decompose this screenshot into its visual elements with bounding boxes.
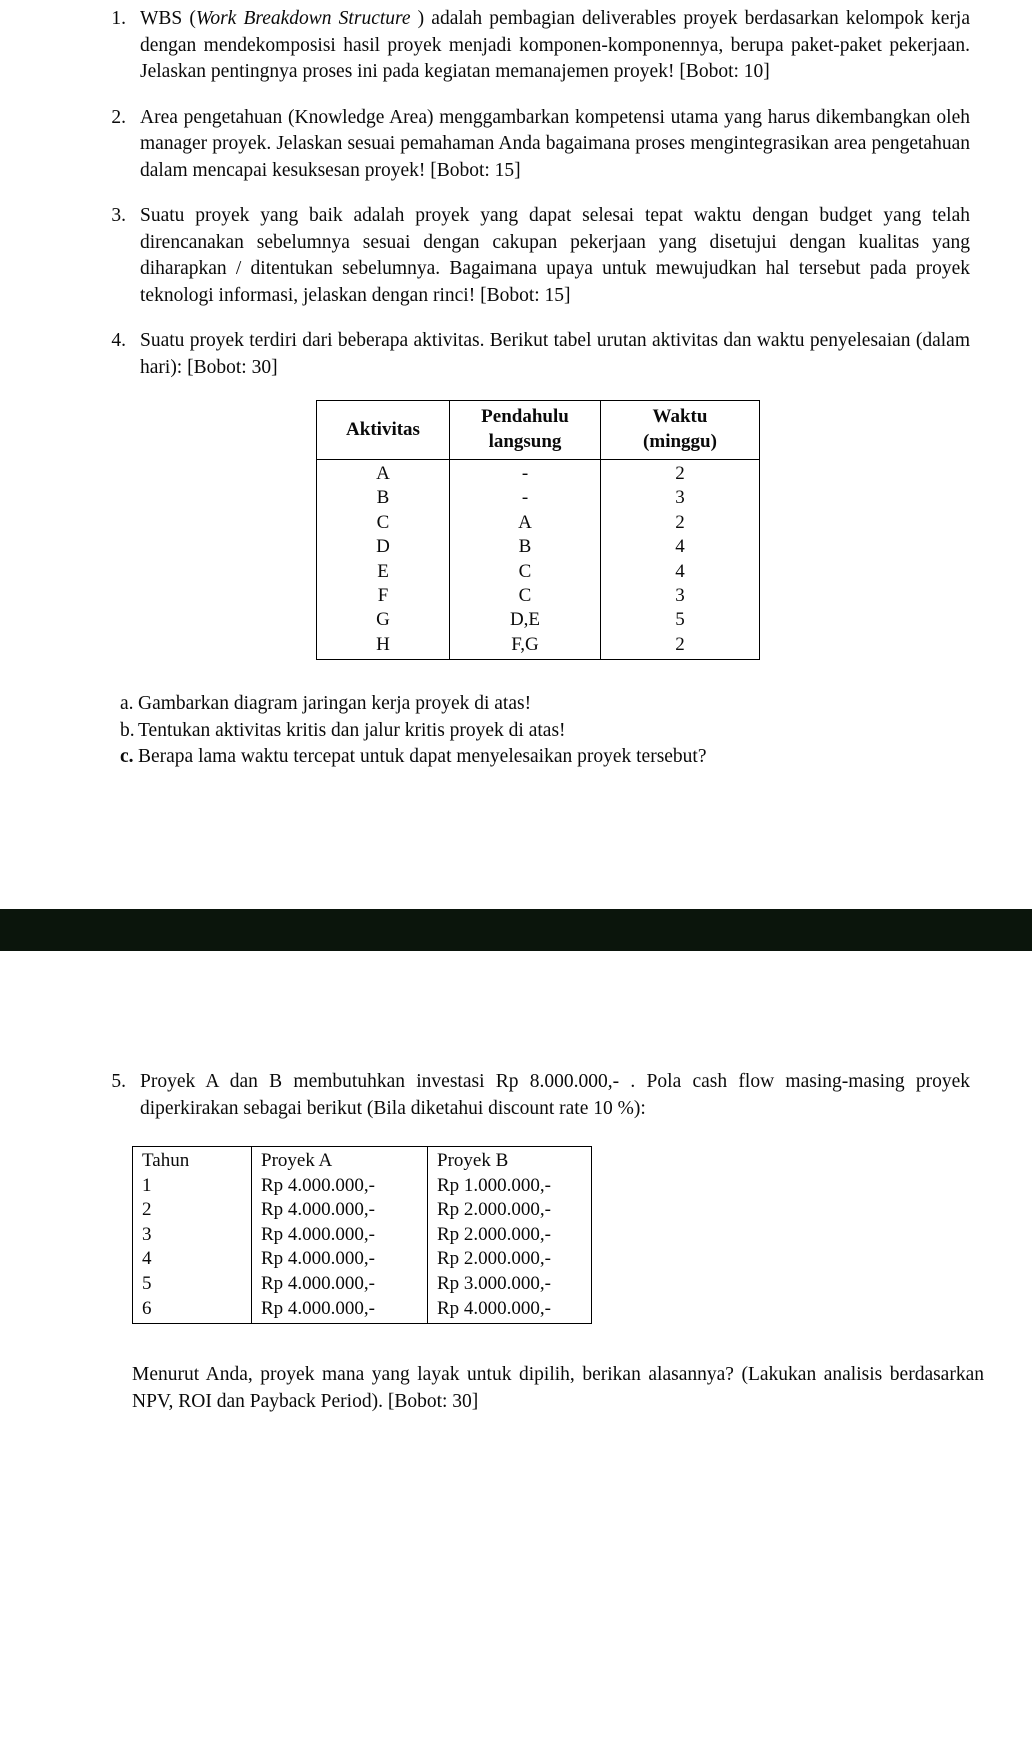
closing-paragraph: Menurut Anda, proyek mana yang layak untuk dipilih, berikan alasannya? (Lakukan analisis berdasarkan NPV, ROI dan Payback Period). [Bobot: 30]: [132, 1364, 984, 1412]
subquestion-letter: c.: [120, 746, 134, 768]
cell-year: 4: [133, 1247, 252, 1272]
activity-table-head: [317, 401, 760, 460]
cell-project-a: Rp 4.000.000,-: [252, 1223, 428, 1248]
question-item-3: [98, 203, 970, 309]
table-row: [317, 584, 760, 608]
subquestion-letter: a.: [120, 693, 134, 715]
cell-activity: B: [317, 486, 450, 510]
cell-project-a: Rp 4.000.000,-: [252, 1272, 428, 1297]
questions-upper-block: [0, 6, 1032, 771]
cell-predecessor: D,E: [450, 608, 601, 632]
question-text-part-1: WBS (: [140, 8, 196, 29]
activity-table-header-aktivitas: [317, 401, 450, 460]
cell-predecessor: C: [450, 560, 601, 584]
cell-project-b: Rp 3.000.000,-: [428, 1272, 592, 1297]
cell-duration: 4: [601, 535, 760, 559]
question-text-italic: Work Breakdown Structure: [195, 8, 411, 29]
table-row: [317, 486, 760, 510]
cell-duration: 2: [601, 460, 760, 487]
question-number: 5.: [111, 1071, 126, 1092]
cell-predecessor: -: [450, 486, 601, 510]
cell-duration: 2: [601, 633, 760, 660]
questions-lower-block: [0, 1069, 1032, 1415]
table-row: [133, 1174, 592, 1199]
activity-table-header-waktu: [601, 401, 760, 460]
cell-predecessor: A: [450, 511, 601, 535]
cell-activity: H: [317, 633, 450, 660]
subquestion-item-c: [98, 744, 970, 771]
cashflow-table-body: [133, 1174, 592, 1324]
question-item-2: [98, 105, 970, 185]
subquestion-letter: b.: [120, 719, 135, 741]
question-text: Area pengetahuan (Knowledge Area) menggambarkan kompetensi utama yang harus dikembangkan oleh manager proyek. Jelaskan sesuai pemahaman Anda bagaimana proses mengintegrasikan area pengetahuan dalam mencapai kesuksesan proyek! [Bobot: 15]: [140, 106, 970, 181]
text-column-lower: [98, 1069, 984, 1415]
subquestion-list: [98, 691, 970, 771]
table-row: [133, 1272, 592, 1297]
header-line: Aktivitas: [346, 418, 420, 440]
cell-activity: G: [317, 608, 450, 632]
cell-activity: D: [317, 535, 450, 559]
question-text: Suatu proyek yang baik adalah proyek yang dapat selesai tepat waktu dengan budget yang telah direncanakan sebelumnya sesuai dengan cakupan pekerjaan yang disetujui dengan kualitas yang diharapkan / ditentukan sebelumnya. Bagaimana upaya untuk mewujudkan hal tersebut pada proyek teknologi informasi, jelaskan dengan rinci! [Bobot: 15]: [140, 205, 970, 306]
question-text: Suatu proyek terdiri dari beberapa aktivitas. Berikut tabel urutan aktivitas dan waktu penyelesaian (dalam hari): [Bobot: 30]: [140, 330, 970, 378]
activity-table-header-pendahulu: [450, 401, 601, 460]
cell-activity: A: [317, 460, 450, 487]
cell-activity: F: [317, 584, 450, 608]
cell-duration: 4: [601, 560, 760, 584]
question-number: 1.: [111, 8, 126, 29]
cell-project-a: Rp 4.000.000,-: [252, 1297, 428, 1324]
cell-project-b: Rp 2.000.000,-: [428, 1247, 592, 1272]
subquestion-item-b: [98, 718, 970, 745]
question-number: 2.: [111, 106, 126, 128]
subquestion-item-a: [98, 691, 970, 718]
black-band-artifact: [0, 909, 1032, 951]
question-text: [140, 6, 970, 86]
cell-year: 5: [133, 1272, 252, 1297]
question-number: 4.: [111, 330, 126, 351]
header-line: Pendahulu: [481, 406, 569, 427]
table-row: [317, 511, 760, 535]
cell-project-b: Rp 4.000.000,-: [428, 1297, 592, 1324]
cell-project-b: Rp 2.000.000,-: [428, 1223, 592, 1248]
cashflow-table-head: [133, 1147, 592, 1174]
table-row: [133, 1297, 592, 1324]
header-line: langsung: [488, 431, 562, 452]
cell-activity: C: [317, 511, 450, 535]
cashflow-header-tahun: Tahun: [133, 1147, 252, 1174]
table-row: [317, 633, 760, 660]
cell-duration: 5: [601, 608, 760, 632]
table-row: [317, 460, 760, 487]
cell-predecessor: C: [450, 584, 601, 608]
table-row: [317, 535, 760, 559]
table-row: [133, 1223, 592, 1248]
cell-project-a: Rp 4.000.000,-: [252, 1174, 428, 1199]
table-row: [317, 560, 760, 584]
subquestion-text: Berapa lama waktu tercepat untuk dapat menyelesaikan proyek tersebut?: [138, 746, 707, 768]
cashflow-table-header-row: [133, 1147, 592, 1174]
cell-predecessor: -: [450, 460, 601, 487]
question-number: 3.: [111, 205, 126, 226]
table-row: [133, 1247, 592, 1272]
table-row: [133, 1198, 592, 1223]
question-text: Proyek A dan B membutuhkan investasi Rp 8.000.000,- . Pola cash flow masing-masing proyek diperkirakan sebagai berikut (Bila diketahui discount rate 10 %):: [140, 1071, 970, 1119]
cashflow-table-wrapper: [132, 1146, 970, 1324]
cell-duration: 2: [601, 511, 760, 535]
cell-year: 1: [133, 1174, 252, 1199]
question-list: [98, 6, 970, 381]
question-text-part-2: ) adalah pembagian deliverables proyek berdasarkan kelompok kerja dengan mendekomposisi hasil proyek menjadi komponen-komponennya, berupa paket-paket pekerjaan. Jelaskan pentingnya proses ini pada kegiatan memanajemen proyek! [Bobot: 10]: [140, 8, 971, 82]
cell-year: 6: [133, 1297, 252, 1324]
question-item-5: [98, 1069, 970, 1122]
activity-table-header-row: [317, 401, 760, 460]
cashflow-header-proyek-a: Proyek A: [252, 1147, 428, 1174]
cell-duration: 3: [601, 486, 760, 510]
table-row: [317, 608, 760, 632]
cell-project-a: Rp 4.000.000,-: [252, 1198, 428, 1223]
activity-table-wrapper: [98, 400, 970, 660]
cell-predecessor: B: [450, 535, 601, 559]
cell-year: 3: [133, 1223, 252, 1248]
subquestion-text: Tentukan aktivitas kritis dan jalur kritis proyek di atas!: [138, 719, 566, 741]
cashflow-table: [132, 1146, 592, 1324]
closing-block: [98, 1362, 984, 1415]
cell-project-b: Rp 1.000.000,-: [428, 1174, 592, 1199]
activity-table-body: [317, 460, 760, 660]
header-line: (minggu): [643, 431, 717, 452]
cashflow-header-proyek-b: Proyek B: [428, 1147, 592, 1174]
cell-predecessor: F,G: [450, 633, 601, 660]
header-line: Waktu: [652, 406, 708, 427]
cell-duration: 3: [601, 584, 760, 608]
subquestion-text: Gambarkan diagram jaringan kerja proyek di atas!: [138, 693, 532, 715]
cell-activity: E: [317, 560, 450, 584]
question-item-1: [98, 6, 970, 86]
text-column: [98, 6, 970, 771]
cell-year: 2: [133, 1198, 252, 1223]
cell-project-b: Rp 2.000.000,-: [428, 1198, 592, 1223]
question-item-4: [98, 328, 970, 381]
activity-table: [316, 400, 760, 660]
cell-project-a: Rp 4.000.000,-: [252, 1247, 428, 1272]
